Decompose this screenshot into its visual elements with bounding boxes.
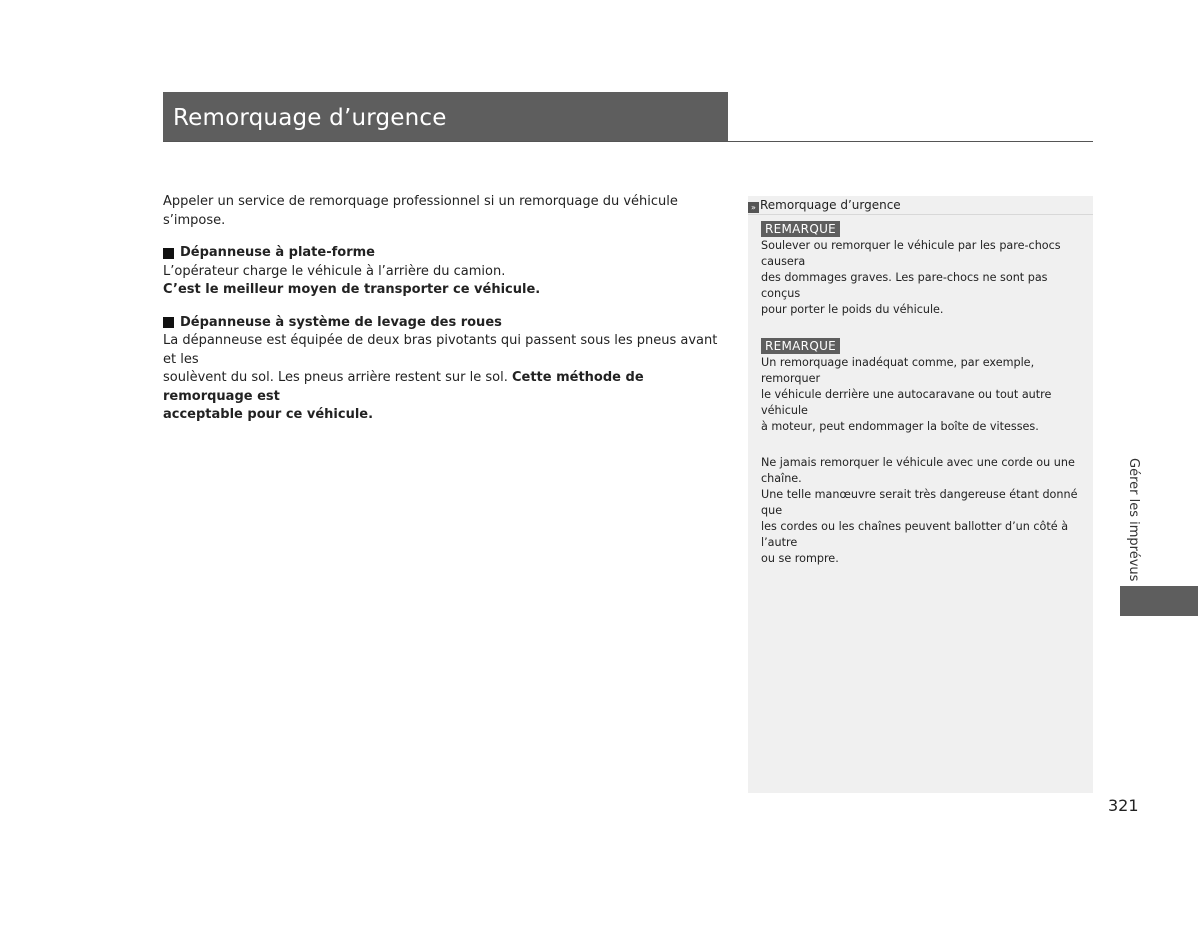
section-bold-text: Cette méthode de remorquage est (163, 370, 644, 404)
note-line: Une telle manœuvre serait très dangereuse étant donné que (761, 488, 1078, 517)
note-line: chaîne. (761, 472, 802, 485)
section-heading (163, 314, 723, 333)
sidebar-heading: Remorquage d’urgence (760, 198, 901, 212)
page-title: Remorquage d’urgence (173, 105, 447, 131)
section-heading-text: Dépanneuse à système de levage des roues (180, 314, 502, 330)
section-text-line: soulèvent du sol. Les pneus arrière restent sur le sol. (163, 370, 512, 385)
page-number: 321 (1108, 796, 1139, 815)
section-heading (163, 244, 723, 263)
section-text: L’opérateur charge le véhicule à l’arrière du camion. (163, 263, 506, 279)
section-text-line: La dépanneuse est équipée de deux bras pivotants qui passent sous les pneus avant et les (163, 333, 718, 367)
note-line: Ne jamais remorquer le véhicule avec une corde ou une (761, 456, 1075, 469)
remarque-badge: REMARQUE (761, 338, 840, 354)
square-bullet-icon (163, 317, 174, 328)
section-bold-text: acceptable pour ce véhicule. (163, 407, 374, 422)
remarque-badge: REMARQUE (761, 221, 840, 237)
note-line: le véhicule derrière une autocaravane ou tout autre véhicule (761, 388, 1052, 417)
note-block (761, 338, 1083, 435)
sidebar-header (748, 196, 1093, 215)
note-block (761, 221, 1083, 318)
main-content (163, 193, 723, 439)
note-line: ou se rompre. (761, 552, 839, 565)
note-line: à moteur, peut endommager la boîte de vitesses. (761, 420, 1039, 433)
sidebar-notes (748, 196, 1093, 793)
section-bold-text: C’est le meilleur moyen de transporter ce véhicule. (163, 282, 541, 297)
page-title-band (163, 92, 728, 141)
chapter-tab-label: Gérer les imprévus (1126, 458, 1141, 582)
square-bullet-icon (163, 248, 174, 259)
note-line: les cordes ou les chaînes peuvent ballotter d’un côté à l’autre (761, 520, 1069, 549)
note-line: Soulever ou remorquer le véhicule par les pare-chocs causera (761, 239, 1061, 268)
section-heading-text: Dépanneuse à plate-forme (180, 245, 375, 260)
extra-note (761, 455, 1083, 567)
section-flatbed (163, 244, 723, 300)
note-line: pour porter le poids du véhicule. (761, 303, 944, 316)
sidebar-body (761, 221, 1083, 567)
title-divider (163, 141, 1093, 142)
chapter-tab-marker (1120, 586, 1198, 616)
note-line: Un remorquage inadéquat comme, par exemple, remorquer (761, 356, 1035, 385)
double-chevron-icon: » (748, 202, 759, 213)
section-wheel-lift (163, 314, 723, 425)
intro-text: Appeler un service de remorquage professionnel si un remorquage du véhicule s’impose. (163, 194, 678, 228)
note-line: des dommages graves. Les pare-chocs ne sont pas conçus (761, 271, 1048, 300)
